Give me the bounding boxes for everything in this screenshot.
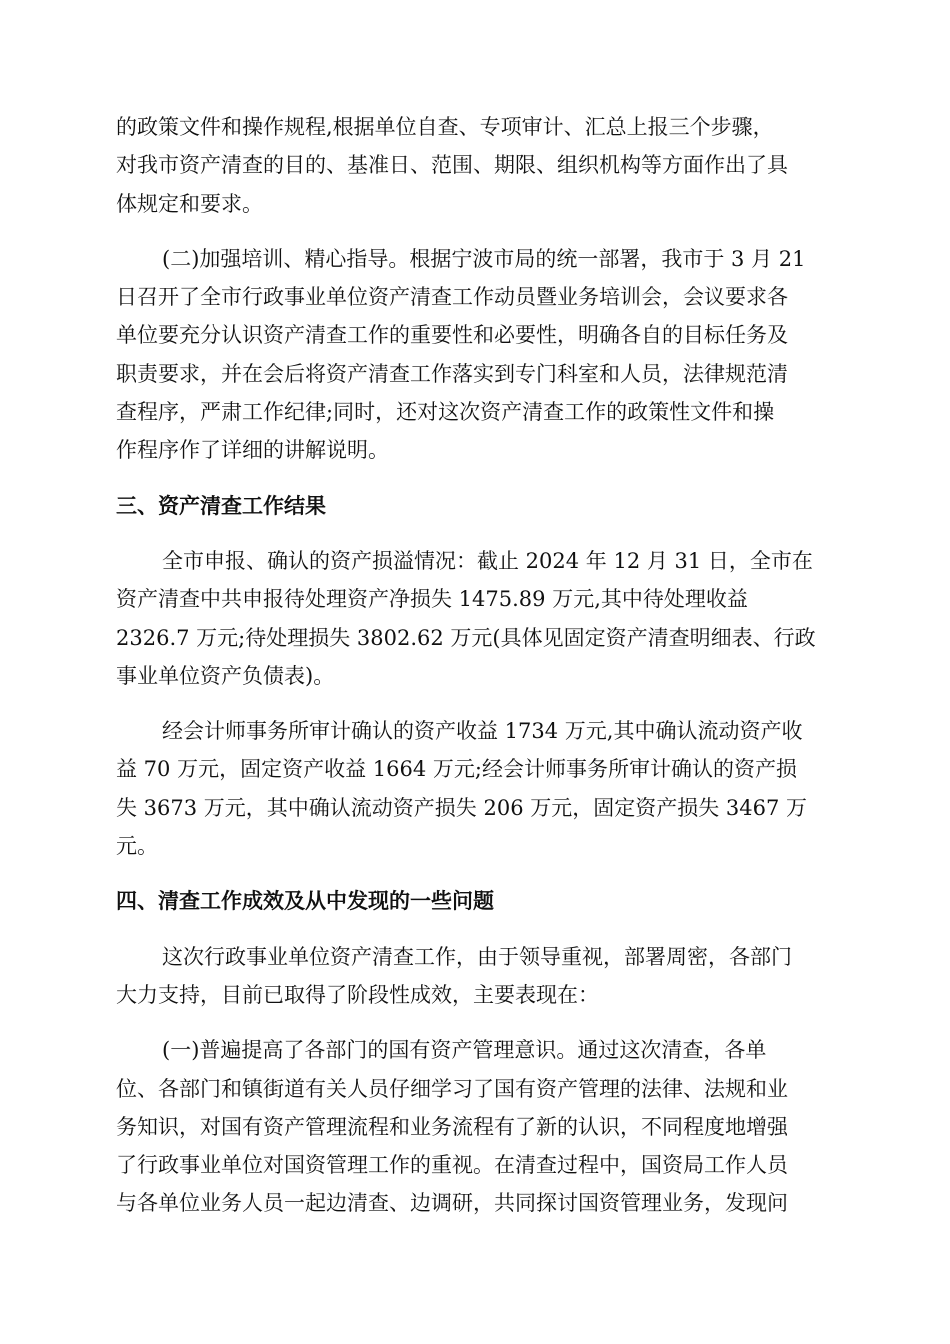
- text-line: 单位要充分认识资产清查工作的重要性和必要性，明确各自的目标任务及: [116, 323, 788, 348]
- text-line: 事业单位资产负债表)。: [116, 663, 335, 688]
- text-line: 位、各部门和镇街道有关人员仔细学习了国有资产管理的法律、法规和业: [116, 1076, 788, 1101]
- text-line: (一)普遍提高了各部门的国有资产管理意识。通过这次清查，各单: [162, 1038, 767, 1063]
- text-line: 与各单位业务人员一起边清查、边调研，共同探讨国资管理业务，发现问: [116, 1191, 788, 1216]
- paragraph-awareness-improved: [116, 1031, 836, 1222]
- section-heading-outcomes-issues: 四、清查工作成效及从中发现的一些问题: [116, 889, 494, 914]
- paragraph-gap: [116, 695, 836, 712]
- text-line: 大力支持，目前已取得了阶段性成效，主要表现在：: [116, 982, 599, 1007]
- paragraph-gap: [116, 223, 836, 240]
- text-line: 2326.7 万元;待处理损失 3802.62 万元(具体见固定资产清查明细表、行政: [116, 625, 816, 650]
- text-line: 经会计师事务所审计确认的资产收益 1734 万元,其中确认流动资产收: [162, 719, 803, 744]
- text-line: 作程序作了详细的讲解说明。: [116, 438, 389, 463]
- text-line: 职责要求，并在会后将资产清查工作落实到专门科室和人员，法律规范清: [116, 361, 788, 386]
- text-line: 的政策文件和操作规程,根据单位自查、专项审计、汇总上报三个步骤，: [116, 115, 774, 139]
- text-line: 元。: [116, 834, 158, 859]
- text-line: (二)加强培训、精心指导。根据宁波市局的统一部署，我市于 3 月 21: [162, 246, 806, 271]
- paragraph-gap: [116, 470, 836, 487]
- text-line: 体规定和要求。: [116, 191, 263, 216]
- text-line: 失 3673 万元，其中确认流动资产损失 206 万元，固定资产损失 3467 万: [116, 795, 808, 820]
- text-line: 务知识，对国有资产管理流程和业务流程有了新的认识，不同程度地增强: [116, 1114, 788, 1139]
- text-line: 对我市资产清查的目的、基准日、范围、期限、组织机构等方面作出了具: [116, 153, 788, 178]
- text-line: 日召开了全市行政事业单位资产清查工作动员暨业务培训会，会议要求各: [116, 285, 788, 310]
- section-heading-results: 三、资产清查工作结果: [116, 493, 326, 518]
- paragraph-gap: [116, 921, 836, 938]
- document-page: [116, 108, 836, 1223]
- text-line: 查程序，严肃工作纪律;同时，还对这次资产清查工作的政策性文件和操: [116, 400, 775, 425]
- paragraph-gap: [116, 525, 836, 542]
- paragraph-declared-gains-losses: [116, 542, 836, 695]
- text-line: 这次行政事业单位资产清查工作，由于领导重视，部署周密，各部门: [162, 944, 792, 969]
- text-line: 资产清查中共申报待处理资产净损失 1475.89 万元,其中待处理收益: [116, 587, 748, 612]
- paragraph-achievements-intro: [116, 938, 836, 1015]
- paragraph-training-guidance: [116, 240, 836, 470]
- paragraph-gap: [116, 1014, 836, 1031]
- paragraph-audit-confirmed: [116, 712, 836, 865]
- text-line: 全市申报、确认的资产损溢情况：截止 2024 年 12 月 31 日，全市在: [162, 548, 813, 573]
- paragraph-policy-continuation: [116, 108, 836, 223]
- text-line: 益 70 万元，固定资产收益 1664 万元;经会计师事务所审计确认的资产损: [116, 757, 797, 782]
- paragraph-gap: [116, 865, 836, 882]
- text-line: 了行政事业单位对国资管理工作的重视。在清查过程中，国资局工作人员: [116, 1153, 788, 1178]
